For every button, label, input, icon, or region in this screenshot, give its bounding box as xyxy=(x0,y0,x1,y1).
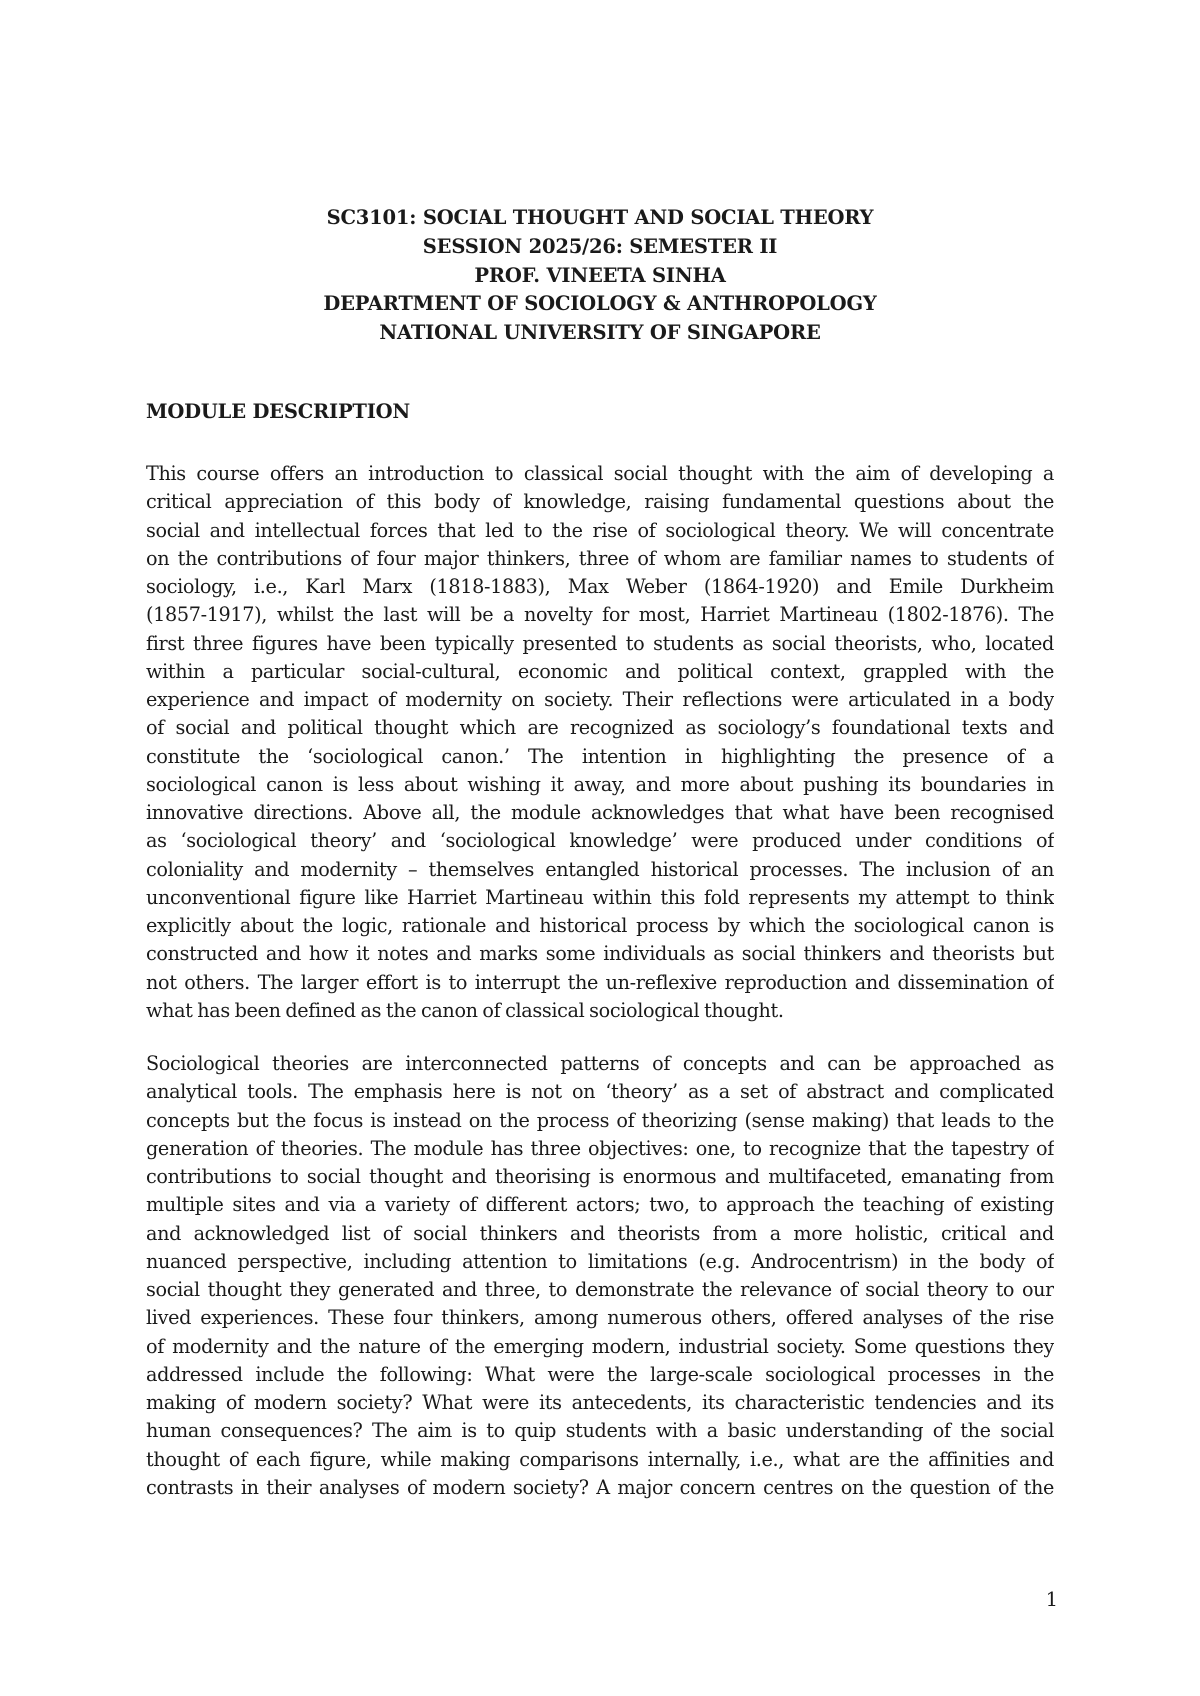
paragraph-line: as ‘sociological theory’ and ‘sociological knowledge’ were produced under conditions of xyxy=(146,829,1054,853)
paragraph-line: multiple sites and via a variety of different actors; two, to approach the teaching of existing xyxy=(146,1193,1054,1217)
paragraph-line: contributions to social thought and theorising is enormous and multifaceted, emanating from xyxy=(146,1165,1054,1188)
paragraph-line: nuanced perspective, including attention to limitations (e.g. Androcentrism) in the body of xyxy=(146,1249,1054,1273)
paragraph-module-description xyxy=(146,460,1054,1025)
paragraph-line: human consequences? The aim is to quip students with a basic understanding of the social xyxy=(146,1419,1054,1443)
paragraph-line: This course offers an introduction to classical social thought with the aim of developing a xyxy=(146,462,1054,485)
paragraph-line: contrasts in their analyses of modern society? A major concern centres on the question of the xyxy=(146,1475,1054,1499)
paragraph-line: of social and political thought which are recognized as sociology’s foundational texts and xyxy=(146,716,1054,740)
session-line: SESSION 2025/26: SEMESTER II xyxy=(422,234,778,258)
paragraph-line: social and intellectual forces that led to the rise of sociological theory. We will concentrate xyxy=(146,518,1054,542)
paragraph-line: addressed include the following: What were the large-scale sociological processes in the xyxy=(146,1362,1054,1386)
document-header xyxy=(146,204,1054,348)
instructor-name: PROF. VINEETA SINHA xyxy=(474,263,726,287)
paragraph-line: what has been defined as the canon of classical sociological thought. xyxy=(146,998,784,1022)
paragraph-line: social thought they generated and three, to demonstrate the relevance of social theory to our xyxy=(146,1278,1054,1301)
paragraph-line: first three figures have been typically presented to students as social theorists, who, located xyxy=(146,631,1054,655)
paragraph-line: unconventional figure like Harriet Martineau within this fold represents my attempt to think xyxy=(146,885,1054,909)
paragraph-line: critical appreciation of this body of knowledge, raising fundamental questions about the xyxy=(146,490,1054,514)
paragraph-line: lived experiences. These four thinkers, among numerous others, offered analyses of the rise xyxy=(146,1306,1054,1330)
paragraph-line: not others. The larger effort is to interrupt the un-reflexive reproduction and dissemination of xyxy=(146,970,1054,994)
paragraph-line: sociology, i.e., Karl Marx (1818-1883), Max Weber (1864-1920) and Emile Durkheim xyxy=(146,575,1054,598)
paragraph-line: of modernity and the nature of the emerging modern, industrial society. Some questions they xyxy=(146,1334,1054,1358)
course-title: SC3101: SOCIAL THOUGHT AND SOCIAL THEORY xyxy=(326,206,874,229)
paragraph-line: innovative directions. Above all, the module acknowledges that what have been recognised xyxy=(146,801,1054,824)
section-title: MODULE DESCRIPTION xyxy=(146,400,411,423)
paragraph-line: generation of theories. The module has three objectives: one, to recognize that the tapestry of xyxy=(146,1136,1054,1160)
paragraph-line: thought of each figure, while making comparisons internally, i.e., what are the affinities and xyxy=(146,1447,1054,1471)
paragraph-line: within a particular social-cultural, economic and political context, grappled with the xyxy=(146,659,1054,683)
department-name: DEPARTMENT OF SOCIOLOGY & ANTHROPOLOGY xyxy=(323,292,877,316)
paragraph-line: concepts but the focus is instead on the process of theorizing (sense making) that leads to the xyxy=(146,1108,1054,1132)
paragraph-line: constitute the ‘sociological canon.’ The intention in highlighting the presence of a xyxy=(146,744,1054,768)
paragraph-line: experience and impact of modernity on society. Their reflections were articulated in a body xyxy=(146,688,1054,711)
page-number: 1 xyxy=(1045,1588,1058,1611)
university-name: NATIONAL UNIVERSITY OF SINGAPORE xyxy=(379,321,821,345)
paragraph-line: (1857-1917), whilst the last will be a novelty for most, Harriet Martineau (1802-1876). The xyxy=(146,603,1054,627)
paragraph-line: sociological canon is less about wishing it away, and more about pushing its boundaries in xyxy=(146,772,1054,796)
paragraph-line: explicitly about the logic, rationale and historical process by which the sociological canon is xyxy=(146,914,1054,937)
paragraph-sociological-theories xyxy=(146,1050,1054,1502)
paragraph-line: constructed and how it notes and marks some individuals as social thinkers and theorists but xyxy=(146,942,1054,966)
paragraph-line: coloniality and modernity – themselves entangled historical processes. The inclusion of an xyxy=(146,857,1054,881)
paragraph-line: and acknowledged list of social thinkers and theorists from a more holistic, critical and xyxy=(146,1221,1054,1245)
paragraph-line: Sociological theories are interconnected patterns of concepts and can be approached as xyxy=(146,1052,1054,1075)
paragraph-line: making of modern society? What were its antecedents, its characteristic tendencies and its xyxy=(146,1391,1054,1414)
paragraph-line: on the contributions of four major thinkers, three of whom are familiar names to students of xyxy=(146,546,1054,570)
paragraph-line: analytical tools. The emphasis here is not on ‘theory’ as a set of abstract and complicated xyxy=(146,1080,1054,1104)
